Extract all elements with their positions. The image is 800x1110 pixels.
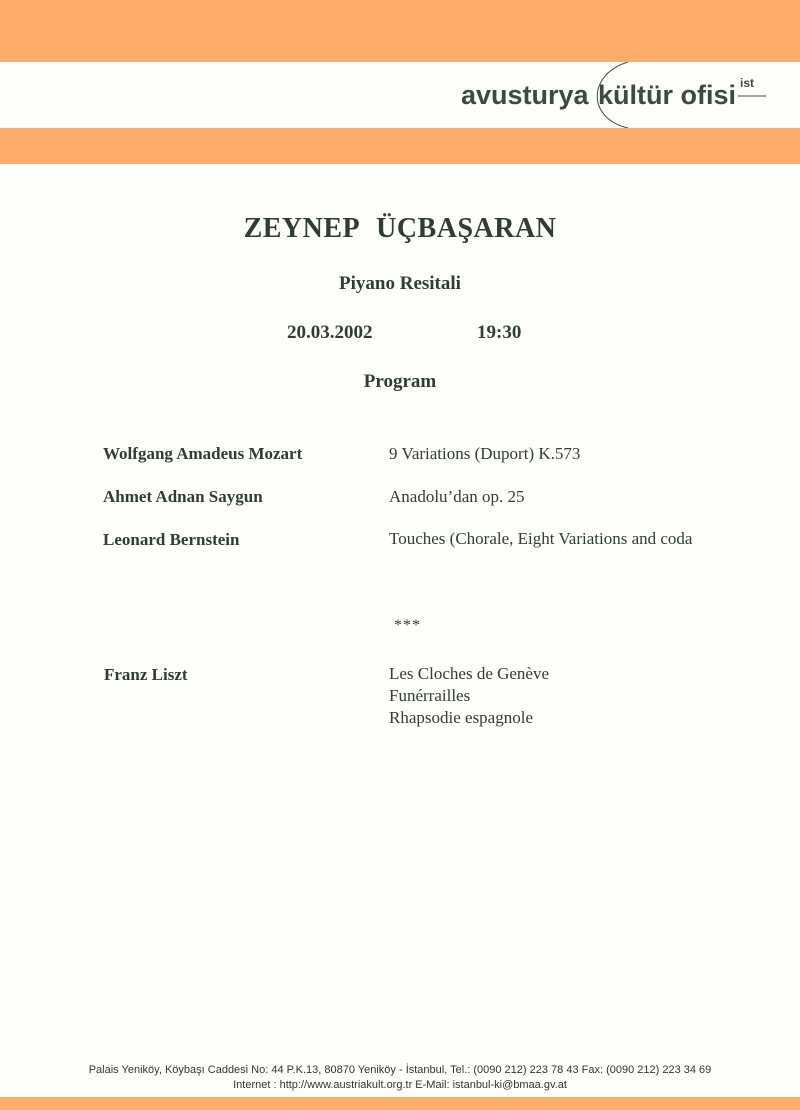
- bottom-orange-band: [0, 1097, 800, 1110]
- page-title: ZEYNEP ÜÇBAŞARAN: [243, 213, 557, 244]
- work-mozart: 9 Variations (Duport) K.573: [389, 444, 581, 463]
- work-liszt-2: Funérrailles: [389, 686, 471, 705]
- program-heading: Program: [363, 371, 437, 392]
- work-liszt-1: Les Cloches de Genève: [389, 664, 550, 683]
- composer-bernstein: Leonard Bernstein: [103, 530, 240, 549]
- logo-superscript: ist: [740, 76, 755, 90]
- logo: [0, 62, 800, 128]
- logo-text-avusturya: avusturya: [461, 80, 589, 110]
- composer-mozart: Wolfgang Amadeus Mozart: [103, 444, 303, 463]
- event-time: 19:30: [477, 322, 522, 343]
- footer-contact: Internet : http://www.austriakult.org.tr E-Mail: istanbul-ki@bmaa.gv.at: [233, 1079, 567, 1091]
- top-orange-band: [0, 0, 800, 62]
- work-saygun: Anadolu’dan op. 25: [389, 487, 525, 506]
- composer-saygun: Ahmet Adnan Saygun: [103, 487, 263, 506]
- work-bernstein: Touches (Chorale, Eight Variations and coda: [389, 529, 693, 548]
- separator-stars: ***: [394, 617, 421, 634]
- footer-address: Palais Yeniköy, Köybaşı Caddesi No: 44 P.K.13, 80870 Yeniköy - İstanbul, Tel.: (0090 212) 223 78 43 Fax: (0090 212) 223 34 69: [88, 1064, 712, 1076]
- work-liszt-3: Rhapsodie espagnole: [389, 708, 533, 727]
- middle-orange-band: [0, 128, 800, 164]
- subtitle: Piyano Resitali: [339, 273, 461, 294]
- event-date: 20.03.2002: [287, 322, 373, 343]
- composer-liszt: Franz Liszt: [104, 665, 188, 684]
- logo-text-kultur-ofisi: kültür ofisi: [598, 80, 737, 110]
